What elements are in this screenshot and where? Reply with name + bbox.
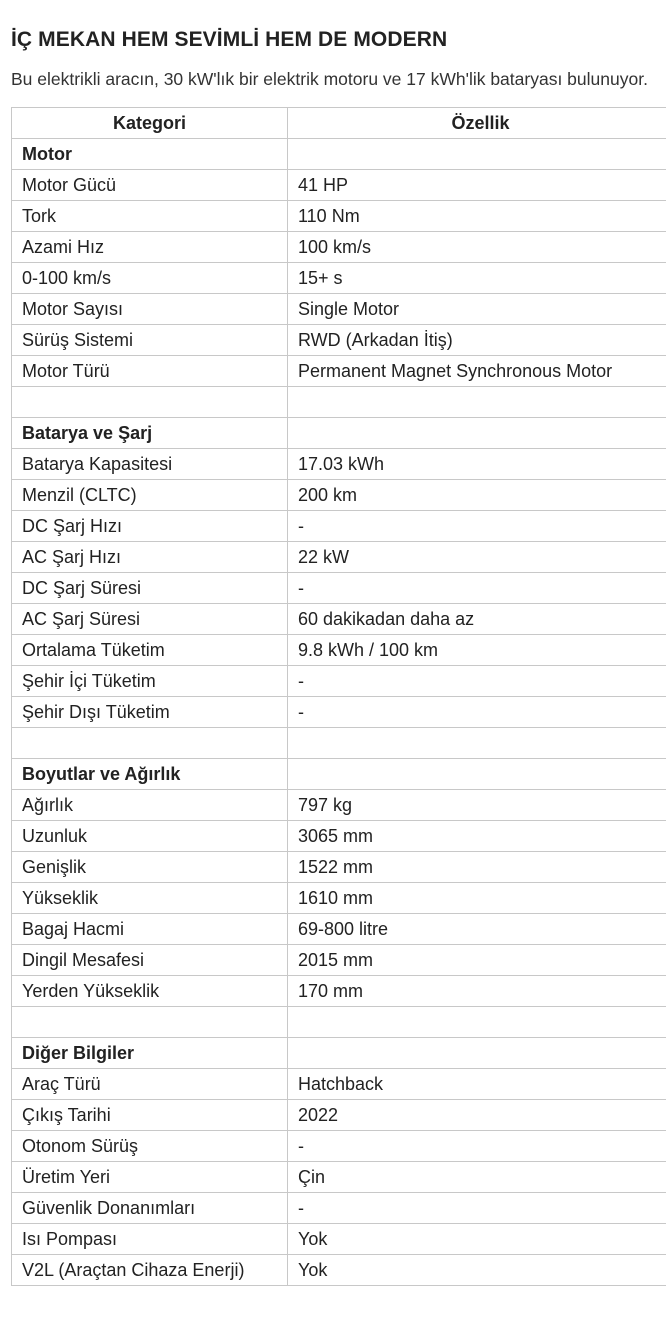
category-cell: 0-100 km/s <box>12 263 288 294</box>
value-cell <box>288 728 666 759</box>
category-cell: V2L (Araçtan Cihaza Enerji) <box>12 1255 288 1286</box>
category-cell: Şehir İçi Tüketim <box>12 666 288 697</box>
section-title: Diğer Bilgiler <box>12 1038 288 1069</box>
value-cell: - <box>288 573 666 604</box>
table-row <box>12 883 666 914</box>
section-header-row <box>12 1038 666 1069</box>
specs-table <box>11 107 666 1286</box>
table-row <box>12 511 666 542</box>
value-cell <box>288 139 666 170</box>
value-cell <box>288 418 666 449</box>
column-header-category: Kategori <box>12 108 288 139</box>
category-cell: Tork <box>12 201 288 232</box>
category-cell: Dingil Mesafesi <box>12 945 288 976</box>
value-cell: Single Motor <box>288 294 666 325</box>
value-cell: Yok <box>288 1255 666 1286</box>
category-cell: Motor Sayısı <box>12 294 288 325</box>
value-cell: 9.8 kWh / 100 km <box>288 635 666 666</box>
table-row <box>12 1069 666 1100</box>
category-cell <box>12 1007 288 1038</box>
value-cell: 69-800 litre <box>288 914 666 945</box>
spacer-row <box>12 728 666 759</box>
category-cell: Şehir Dışı Tüketim <box>12 697 288 728</box>
value-cell <box>288 1038 666 1069</box>
table-row <box>12 294 666 325</box>
category-cell: Çıkış Tarihi <box>12 1100 288 1131</box>
table-row <box>12 852 666 883</box>
section-title: Batarya ve Şarj <box>12 418 288 449</box>
table-row <box>12 635 666 666</box>
section-title: Boyutlar ve Ağırlık <box>12 759 288 790</box>
table-row <box>12 325 666 356</box>
category-cell: Güvenlik Donanımları <box>12 1193 288 1224</box>
category-cell <box>12 728 288 759</box>
value-cell: 15+ s <box>288 263 666 294</box>
category-cell: Otonom Sürüş <box>12 1131 288 1162</box>
table-row <box>12 170 666 201</box>
table-row <box>12 790 666 821</box>
table-row <box>12 573 666 604</box>
category-cell: AC Şarj Hızı <box>12 542 288 573</box>
table-row <box>12 666 666 697</box>
table-row <box>12 356 666 387</box>
value-cell: 797 kg <box>288 790 666 821</box>
category-cell: Azami Hız <box>12 232 288 263</box>
category-cell: Motor Türü <box>12 356 288 387</box>
value-cell: 200 km <box>288 480 666 511</box>
category-cell: Genişlik <box>12 852 288 883</box>
table-row <box>12 1255 666 1286</box>
category-cell: Üretim Yeri <box>12 1162 288 1193</box>
category-cell: Sürüş Sistemi <box>12 325 288 356</box>
value-cell: - <box>288 1131 666 1162</box>
category-cell: Menzil (CLTC) <box>12 480 288 511</box>
value-cell: RWD (Arkadan İtiş) <box>288 325 666 356</box>
value-cell: Çin <box>288 1162 666 1193</box>
value-cell: 2015 mm <box>288 945 666 976</box>
table-row <box>12 821 666 852</box>
table-row <box>12 1224 666 1255</box>
value-cell: 100 km/s <box>288 232 666 263</box>
category-cell: Araç Türü <box>12 1069 288 1100</box>
table-row <box>12 976 666 1007</box>
value-cell: 22 kW <box>288 542 666 573</box>
category-cell: Uzunluk <box>12 821 288 852</box>
category-cell: Ağırlık <box>12 790 288 821</box>
intro-paragraph: Bu elektrikli aracın, 30 kW'lık bir elektrik motoru ve 17 kWh'lik bataryası bulunuyor. <box>11 69 648 89</box>
spacer-row <box>12 1007 666 1038</box>
section-header-row <box>12 418 666 449</box>
value-cell: 110 Nm <box>288 201 666 232</box>
category-cell: AC Şarj Süresi <box>12 604 288 635</box>
table-row <box>12 697 666 728</box>
value-cell: Yok <box>288 1224 666 1255</box>
table-row <box>12 201 666 232</box>
category-cell: DC Şarj Süresi <box>12 573 288 604</box>
table-row <box>12 945 666 976</box>
page-title: İÇ MEKAN HEM SEVİMLİ HEM DE MODERN <box>11 28 448 51</box>
category-cell: Bagaj Hacmi <box>12 914 288 945</box>
spacer-row <box>12 387 666 418</box>
table-row <box>12 1193 666 1224</box>
category-cell: Ortalama Tüketim <box>12 635 288 666</box>
article <box>11 0 666 1286</box>
table-row <box>12 232 666 263</box>
category-cell: DC Şarj Hızı <box>12 511 288 542</box>
table-row <box>12 1100 666 1131</box>
category-cell: Batarya Kapasitesi <box>12 449 288 480</box>
value-cell: 60 dakikadan daha az <box>288 604 666 635</box>
value-cell: - <box>288 511 666 542</box>
section-header-row <box>12 759 666 790</box>
value-cell: - <box>288 697 666 728</box>
value-cell <box>288 1007 666 1038</box>
value-cell: 17.03 kWh <box>288 449 666 480</box>
value-cell: 170 mm <box>288 976 666 1007</box>
table-header-row <box>12 108 666 139</box>
column-header-feature: Özellik <box>288 108 666 139</box>
table-row <box>12 1162 666 1193</box>
table-row <box>12 263 666 294</box>
value-cell: 1610 mm <box>288 883 666 914</box>
value-cell: Permanent Magnet Synchronous Motor <box>288 356 666 387</box>
category-cell: Motor Gücü <box>12 170 288 201</box>
category-cell: Yerden Yükseklik <box>12 976 288 1007</box>
table-body <box>12 139 666 1286</box>
table-row <box>12 480 666 511</box>
value-cell: 2022 <box>288 1100 666 1131</box>
section-title: Motor <box>12 139 288 170</box>
value-cell: 1522 mm <box>288 852 666 883</box>
value-cell: 41 HP <box>288 170 666 201</box>
table-row <box>12 1131 666 1162</box>
category-cell: Yükseklik <box>12 883 288 914</box>
value-cell: - <box>288 1193 666 1224</box>
value-cell: 3065 mm <box>288 821 666 852</box>
category-cell <box>12 387 288 418</box>
value-cell: - <box>288 666 666 697</box>
table-row <box>12 542 666 573</box>
category-cell: Isı Pompası <box>12 1224 288 1255</box>
value-cell <box>288 387 666 418</box>
table-row <box>12 449 666 480</box>
section-header-row <box>12 139 666 170</box>
value-cell: Hatchback <box>288 1069 666 1100</box>
value-cell <box>288 759 666 790</box>
table-row <box>12 604 666 635</box>
table-row <box>12 914 666 945</box>
